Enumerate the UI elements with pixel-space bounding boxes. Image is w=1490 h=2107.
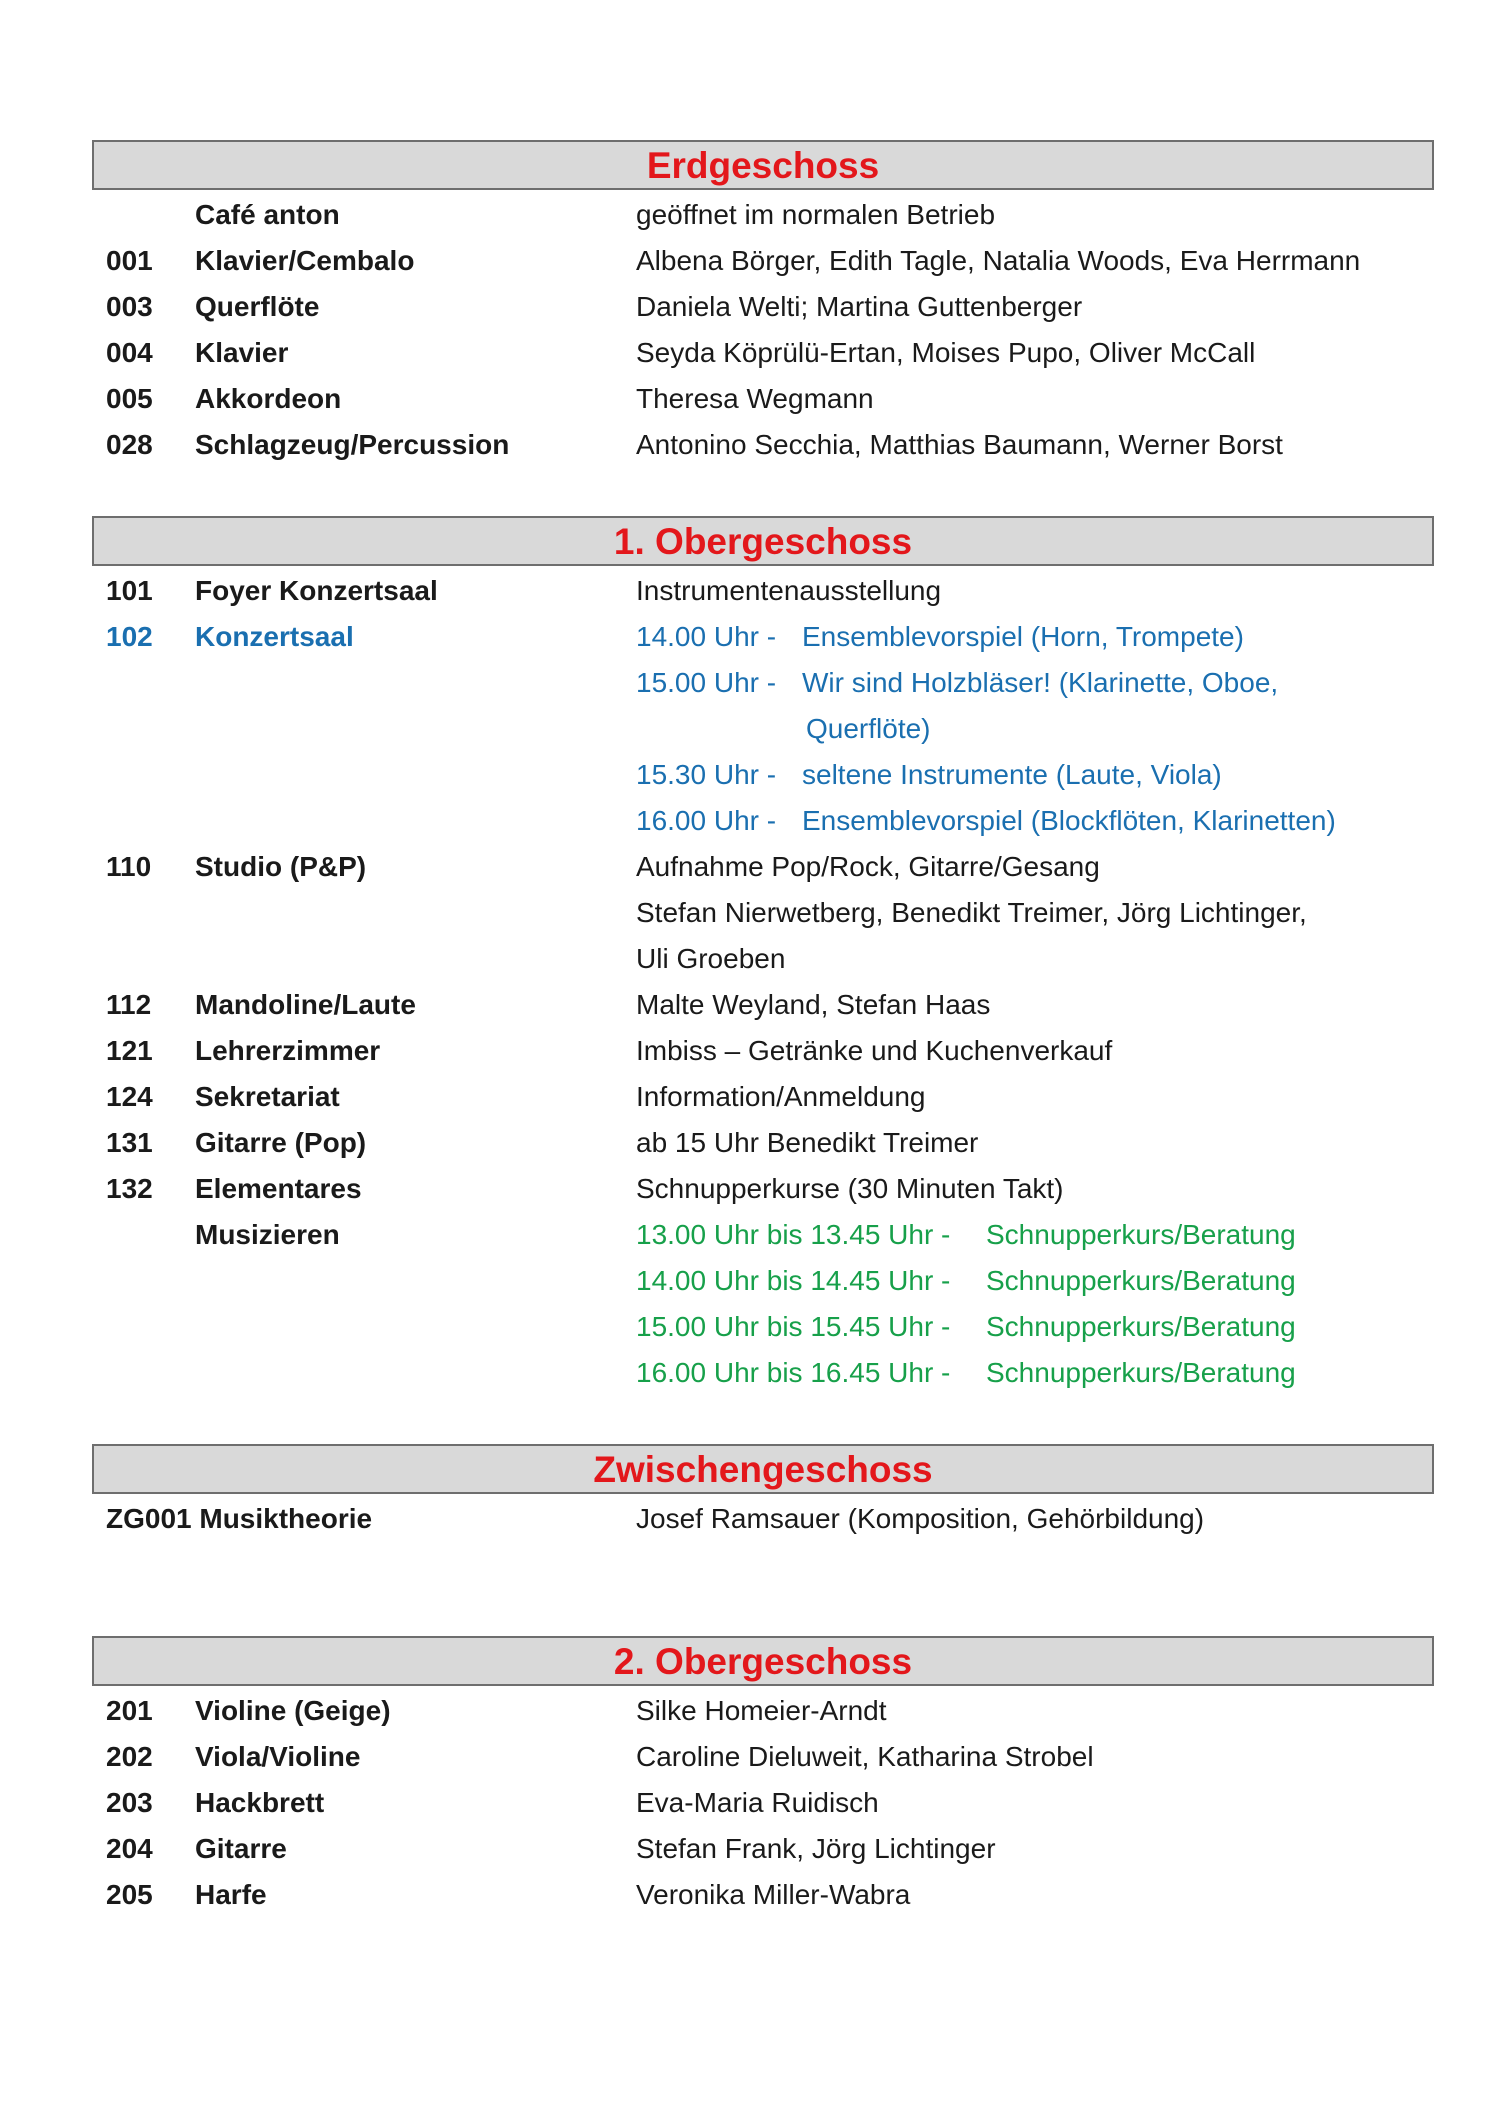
room-number: 028 [106,429,153,460]
course-slot [636,1350,1296,1396]
slot-title: Schnupperkurs/Beratung [986,1311,1296,1342]
room-label: Klavier/Cembalo [195,245,415,276]
room-info: Instrumentenausstellung [636,575,942,606]
course-slot [636,1304,1296,1350]
table-row [92,1350,1434,1396]
room-number: 004 [106,337,153,368]
room-label: Schlagzeug/Percussion [195,429,510,460]
room-number: 132 [106,1173,153,1204]
room-number: 001 [106,245,153,276]
event-time: 15.00 Uhr - [636,667,777,698]
slot-title: Schnupperkurs/Beratung [986,1219,1296,1250]
room-number: 102 [106,621,153,652]
room-info: Daniela Welti; Martina Guttenberger [636,291,1083,322]
event-time: 14.00 Uhr - [636,621,777,652]
event-title-continued: Querflöte) [806,713,931,744]
table-row [92,1688,1434,1734]
room-info: Theresa Wegmann [636,383,874,414]
table-row [92,1258,1434,1304]
room-info: Eva-Maria Ruidisch [636,1787,879,1818]
room-label: Café anton [195,199,340,230]
event-title: Ensemblevorspiel (Horn, Trompete) [802,621,1244,652]
table-row [92,422,1434,468]
table-row [92,1212,1434,1258]
table-row [92,1780,1434,1826]
table-row [92,1734,1434,1780]
event-title: Wir sind Holzbläser! (Klarinette, Oboe, [802,667,1279,698]
table-row [92,890,1434,936]
section-title: Erdgeschoss [92,140,1434,190]
room-info: Stefan Frank, Jörg Lichtinger [636,1833,996,1864]
room-label: Violine (Geige) [195,1695,391,1726]
room-info: Malte Weyland, Stefan Haas [636,989,991,1020]
table-row [92,330,1434,376]
section-erdgeschoss [92,140,1434,468]
room-info: Stefan Nierwetberg, Benedikt Treimer, Jörg Lichtinger, [636,897,1307,928]
section-title: 2. Obergeschoss [92,1636,1434,1686]
table-row [92,1166,1434,1212]
concert-event [636,614,1244,660]
room-label: Gitarre (Pop) [195,1127,367,1158]
slot-time: 15.00 Uhr bis 15.45 Uhr - [636,1311,951,1342]
event-title: seltene Instrumente (Laute, Viola) [802,759,1222,790]
room-label: Querflöte [195,291,320,322]
room-number: 131 [106,1127,153,1158]
room-info: Antonino Secchia, Matthias Baumann, Werner Borst [636,429,1283,460]
table-row [92,1074,1434,1120]
table-row [92,284,1434,330]
table-row [92,660,1434,706]
room-number: 110 [106,851,152,882]
room-label: Elementares [195,1173,362,1204]
table-row [92,1304,1434,1350]
table-row [92,568,1434,614]
room-label: Sekretariat [195,1081,340,1112]
room-info: Caroline Dieluweit, Katharina Strobel [636,1741,1094,1772]
room-number: 003 [106,291,153,322]
table-row [92,1496,1434,1542]
room-number: 202 [106,1741,153,1772]
section-obergeschoss-1 [92,516,1434,1396]
room-number: 005 [106,383,153,414]
table-row [92,1120,1434,1166]
table-row [92,752,1434,798]
room-label: Viola/Violine [195,1741,361,1772]
table-row [92,376,1434,422]
room-info: Seyda Köprülü-Ertan, Moises Pupo, Oliver McCall [636,337,1256,368]
room-label: Akkordeon [195,383,342,414]
slot-title: Schnupperkurs/Beratung [986,1265,1296,1296]
room-number: 203 [106,1787,153,1818]
concert-event [636,660,1278,706]
room-label: Mandoline/Laute [195,989,416,1020]
table-row [92,238,1434,284]
table-row [92,798,1434,844]
section-obergeschoss-2 [92,1636,1434,1918]
event-title: Ensemblevorspiel (Blockflöten, Klarinetten) [802,805,1336,836]
room-label: Konzertsaal [195,621,354,652]
table-row [92,1872,1434,1918]
room-number: 124 [106,1081,153,1112]
concert-event [636,798,1336,844]
room-info: Albena Börger, Edith Tagle, Natalia Woods, Eva Herrmann [636,245,1361,276]
room-number: 101 [106,575,153,606]
room-number: 205 [106,1879,153,1910]
section-title: 1. Obergeschoss [92,516,1434,566]
room-label: Hackbrett [195,1787,325,1818]
room-label: Gitarre [195,1833,287,1864]
room-label-continued: Musizieren [195,1219,340,1250]
room-list [92,1688,1434,1918]
slot-time: 13.00 Uhr bis 13.45 Uhr - [636,1219,951,1250]
room-info: Uli Groeben [636,943,786,974]
table-row [92,982,1434,1028]
event-time: 16.00 Uhr - [636,805,777,836]
room-info: Josef Ramsauer (Komposition, Gehörbildung) [636,1503,1205,1534]
section-title: Zwischengeschoss [92,1444,1434,1494]
table-row [92,1028,1434,1074]
slot-time: 16.00 Uhr bis 16.45 Uhr - [636,1357,951,1388]
room-number: 112 [106,989,152,1020]
course-slot [636,1212,1296,1258]
slot-time: 14.00 Uhr bis 14.45 Uhr - [636,1265,951,1296]
room-info: Silke Homeier-Arndt [636,1695,887,1726]
table-row [92,192,1434,238]
room-info: Aufnahme Pop/Rock, Gitarre/Gesang [636,851,1100,882]
event-time: 15.30 Uhr - [636,759,777,790]
table-row [92,936,1434,982]
room-label: Harfe [195,1879,267,1910]
room-list [92,192,1434,468]
room-number: 121 [106,1035,153,1066]
room-info: Veronika Miller-Wabra [636,1879,911,1910]
room-label: Studio (P&P) [195,851,367,882]
room-info: Schnupperkurse (30 Minuten Takt) [636,1173,1064,1204]
room-info: Information/Anmeldung [636,1081,926,1112]
section-zwischengeschoss [92,1444,1434,1542]
table-row [92,614,1434,660]
room-number: 201 [106,1695,153,1726]
room-label: Klavier [195,337,289,368]
concert-event [636,752,1222,798]
room-info: ab 15 Uhr Benedikt Treimer [636,1127,979,1158]
room-label: ZG001 Musiktheorie [106,1503,373,1534]
room-number: 204 [106,1833,153,1864]
slot-title: Schnupperkurs/Beratung [986,1357,1296,1388]
table-row [92,844,1434,890]
table-row [92,1826,1434,1872]
table-row [92,706,1434,752]
course-slot [636,1258,1296,1304]
room-label: Foyer Konzertsaal [195,575,438,606]
room-info: Imbiss – Getränke und Kuchenverkauf [636,1035,1113,1066]
room-label: Lehrerzimmer [195,1035,381,1066]
room-list [92,1496,1434,1542]
room-info: geöffnet im normalen Betrieb [636,199,996,230]
room-list [92,568,1434,1396]
